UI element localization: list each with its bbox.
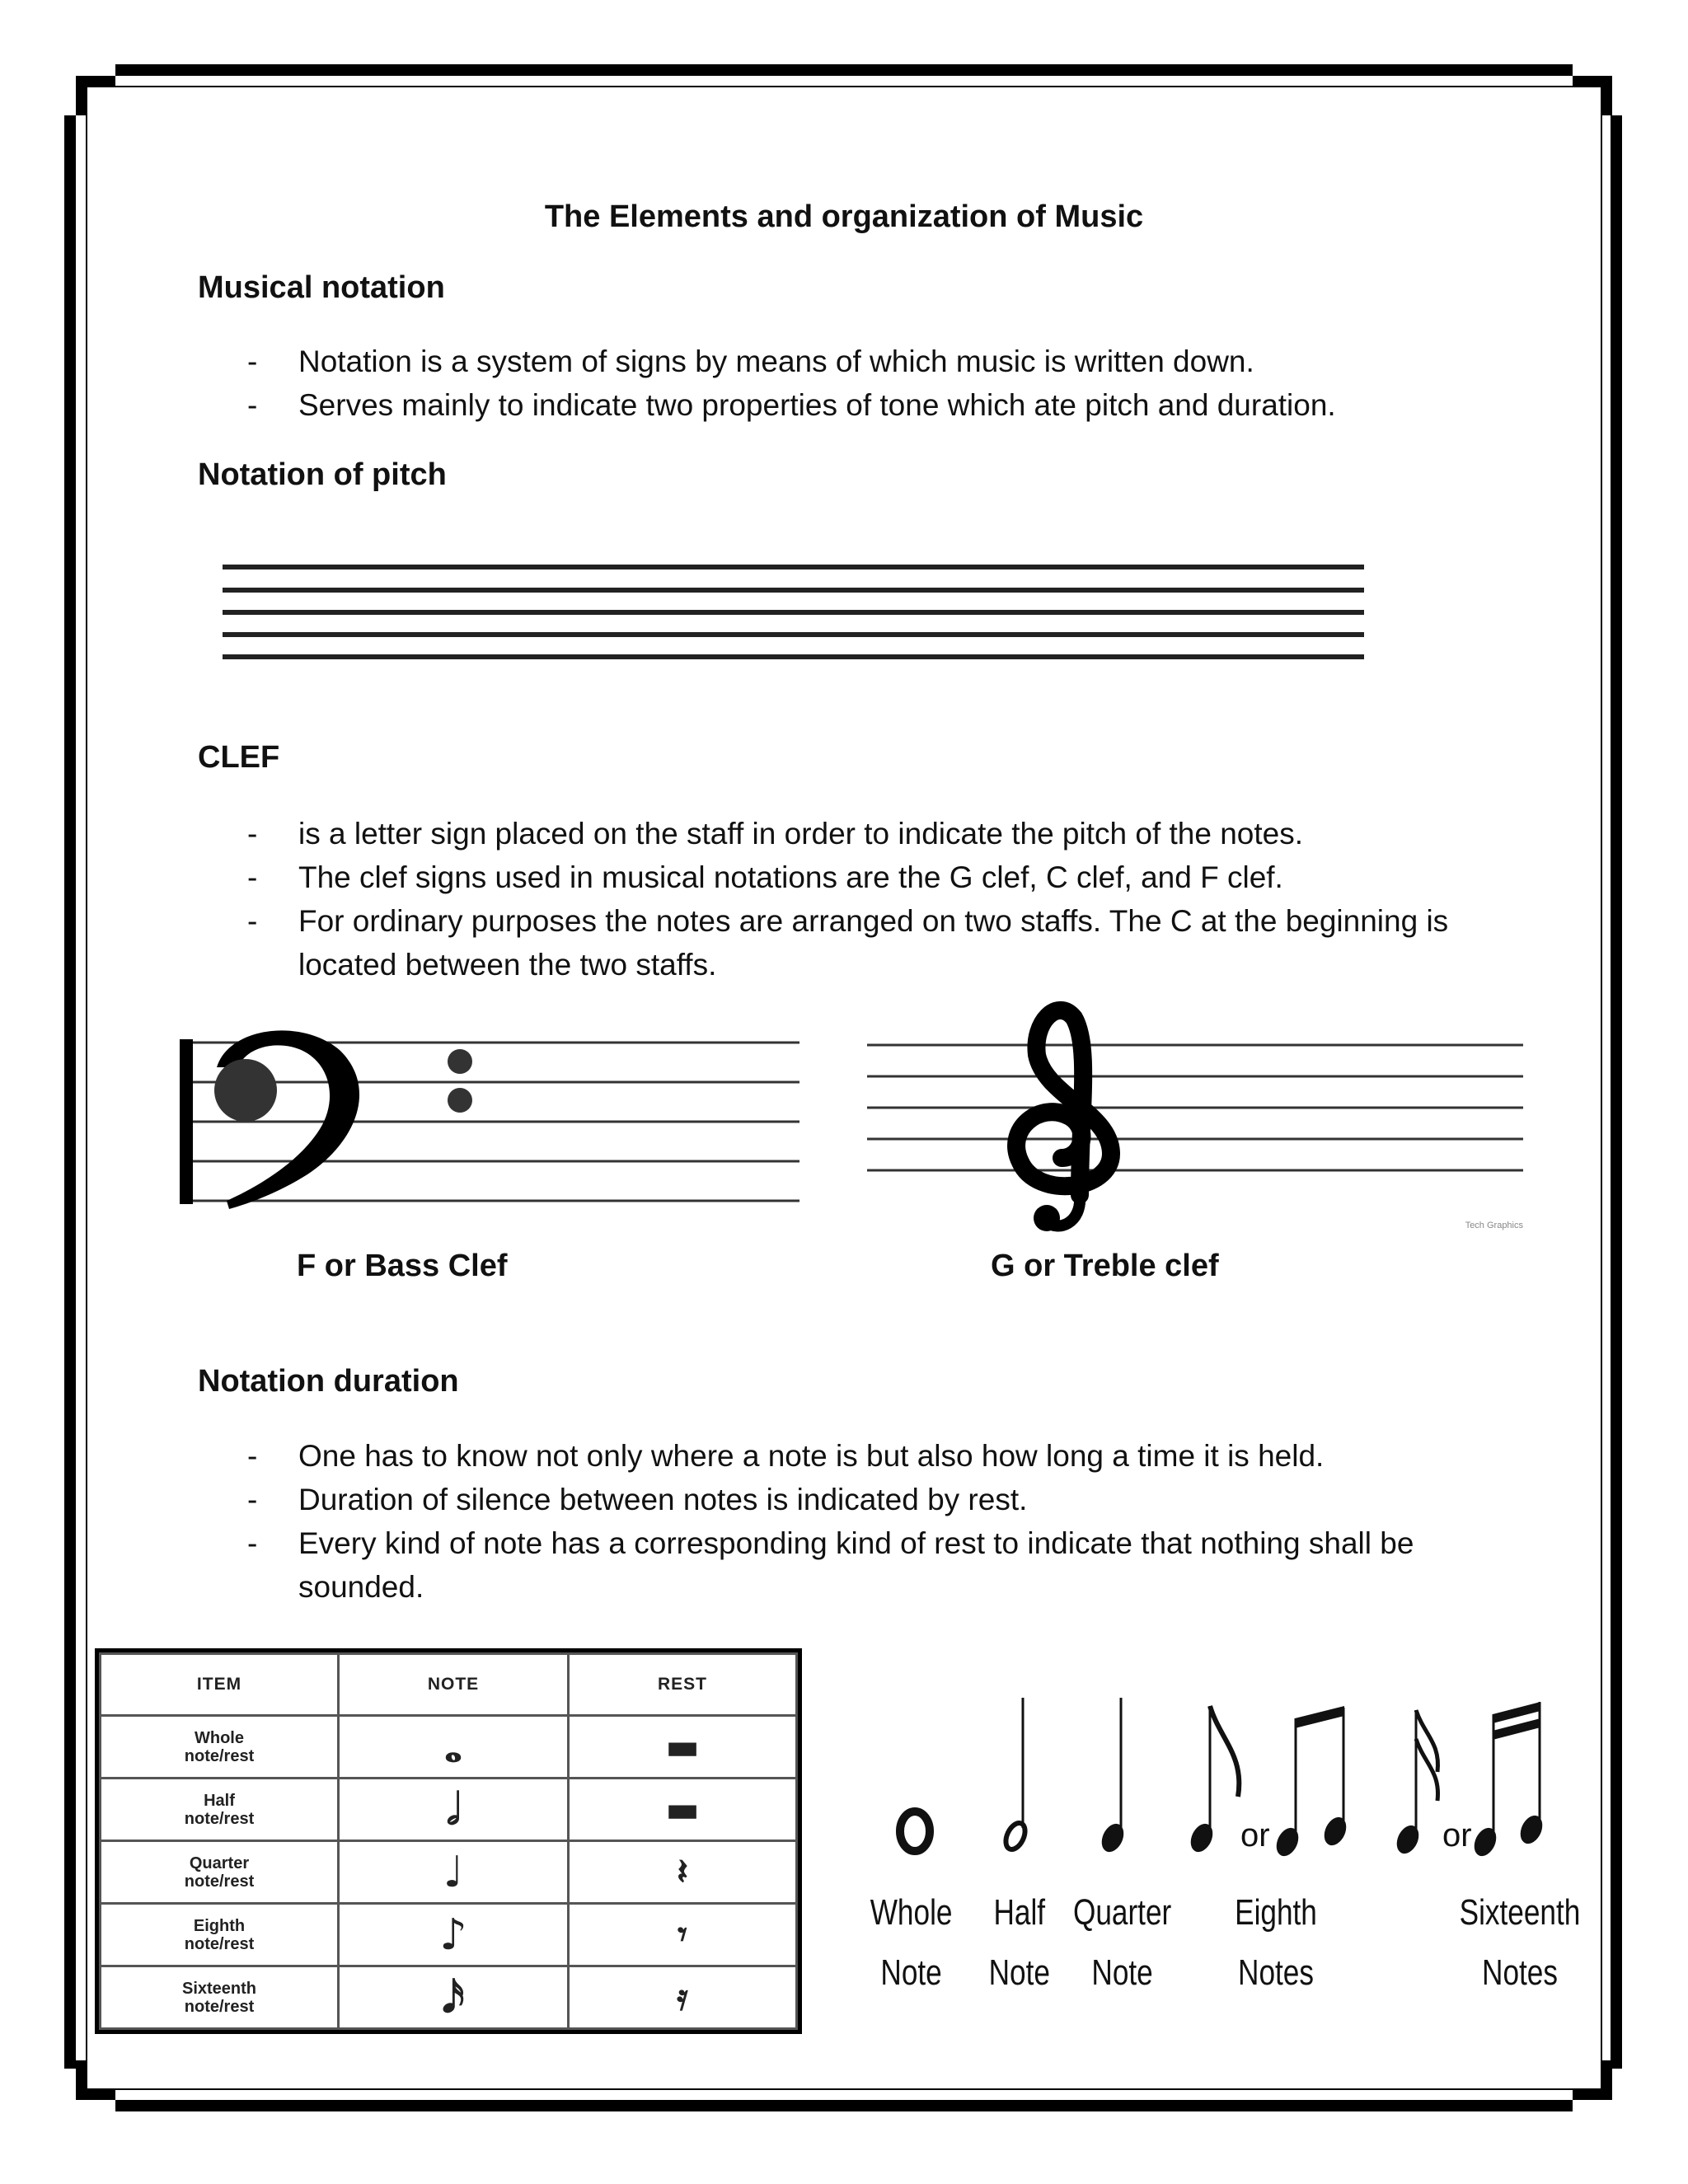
border-left	[64, 115, 76, 2069]
list-item	[247, 855, 1533, 899]
sixteenth-note-icon	[1393, 1710, 1438, 1857]
bullet-text: One has to know not only where a note is but also how long a time it is held.	[298, 1439, 1325, 1473]
bullet-dash: -	[247, 1526, 258, 1560]
bullet-dash: -	[247, 817, 258, 851]
heading-notation-duration: Notation duration	[198, 1364, 459, 1399]
bullet-text: For ordinary purposes the notes are arranged on two staffs. The C at the beginning is located between the two staffs.	[298, 904, 1449, 982]
note-label: Note	[880, 1952, 942, 1993]
bullet-dash: -	[247, 860, 258, 894]
item-cell: Half note/rest	[101, 1779, 339, 1841]
bullet-text: Every kind of note has a corresponding kind of rest to indicate that nothing shall be sounded.	[298, 1526, 1414, 1604]
item-cell: Eighth note/rest	[101, 1904, 339, 1966]
clef-list	[247, 812, 1533, 987]
corner-tl-v	[76, 76, 87, 115]
note-label: Notes	[1482, 1952, 1558, 1993]
treble-clef-illustration	[864, 997, 1531, 1236]
quarter-rest-icon: 𝄽	[569, 1841, 797, 1904]
note-label: Note	[1091, 1952, 1153, 1993]
border-top	[115, 64, 1573, 76]
half-note-icon: 𝅗𝅥	[339, 1779, 569, 1841]
bullet-dash: -	[247, 1483, 258, 1516]
bullet-text: The clef signs used in musical notations are the G clef, C clef, and F clef.	[298, 860, 1283, 894]
item-cell: Whole note/rest	[101, 1716, 339, 1779]
treble-clef-dot	[1034, 1205, 1060, 1231]
bass-clef-dot	[448, 1088, 472, 1113]
note-label: Eighth	[1235, 1892, 1317, 1933]
bass-clef-caption: F or Bass Clef	[297, 1249, 508, 1283]
bullet-dash: -	[247, 1439, 258, 1473]
bass-clef-dot	[448, 1049, 472, 1074]
or-label: or	[1442, 1817, 1472, 1854]
header-note: NOTE	[339, 1654, 569, 1716]
sixteenth-note-icon: 𝅘𝅥𝅯	[339, 1966, 569, 2029]
quarter-note-icon: ♩	[339, 1841, 569, 1904]
heading-clef: CLEF	[198, 740, 280, 775]
table-row	[101, 1716, 797, 1779]
border-bottom	[115, 2100, 1573, 2111]
treble-clef-icon	[1016, 1010, 1111, 1226]
whole-note-icon: 𝅝	[339, 1716, 569, 1779]
half-rest-icon: ▬	[569, 1779, 797, 1841]
beamed-sixteenth-notes-icon	[1470, 1702, 1547, 1859]
note-label: Whole	[870, 1892, 953, 1933]
note-label: Sixteenth	[1459, 1892, 1581, 1933]
beamed-eighth-notes-icon	[1273, 1706, 1351, 1859]
note-values-illustration	[857, 1673, 1581, 2019]
corner-bl-v	[76, 2060, 87, 2100]
item-cell: Quarter note/rest	[101, 1841, 339, 1904]
table-row	[101, 1904, 797, 1966]
bullet-dash: -	[247, 904, 258, 938]
list-item	[247, 340, 1533, 383]
corner-tr-v	[1601, 76, 1612, 115]
item-cell: Sixteenth note/rest	[101, 1966, 339, 2029]
sixteenth-rest-icon: 𝄿	[569, 1966, 797, 2029]
bullet-text: is a letter sign placed on the staff in order to indicate the pitch of the notes.	[298, 817, 1304, 851]
bullet-dash: -	[247, 388, 258, 422]
staff-diagram	[223, 560, 1368, 668]
staff-barline	[180, 1039, 193, 1204]
heading-musical-notation: Musical notation	[198, 270, 445, 305]
eighth-note-icon	[1187, 1706, 1240, 1855]
half-note-icon	[1002, 1698, 1029, 1853]
note-label: Notes	[1238, 1952, 1314, 1993]
corner-br-v	[1601, 2060, 1612, 2100]
list-item	[247, 383, 1533, 427]
note-label: Quarter	[1072, 1892, 1172, 1933]
quarter-note-icon	[1098, 1698, 1128, 1855]
table-row	[101, 1966, 797, 2029]
bullet-dash: -	[247, 344, 258, 378]
bullet-text: Serves mainly to indicate two properties of tone which ate pitch and duration.	[298, 388, 1336, 422]
bullet-text: Notation is a system of signs by means of which music is written down.	[298, 344, 1254, 378]
note-label: Note	[988, 1952, 1050, 1993]
list-item	[247, 1478, 1533, 1521]
heading-notation-of-pitch: Notation of pitch	[198, 457, 447, 492]
table-row	[101, 1841, 797, 1904]
table-header-row	[101, 1654, 797, 1716]
whole-note-icon	[900, 1811, 930, 1851]
table-row	[101, 1779, 797, 1841]
list-item	[247, 1521, 1510, 1609]
musical-notation-list	[247, 340, 1533, 427]
header-item: ITEM	[101, 1654, 339, 1716]
list-item	[247, 899, 1452, 987]
whole-rest-icon: ▬	[569, 1716, 797, 1779]
bass-clef-dot	[214, 1059, 277, 1122]
bass-clef-illustration	[180, 1018, 806, 1216]
or-label: or	[1240, 1817, 1270, 1854]
note-label: Half	[993, 1892, 1046, 1933]
treble-clef-caption: G or Treble clef	[991, 1249, 1219, 1283]
treble-credit: Tech Graphics	[1465, 1221, 1523, 1230]
note-rest-table	[95, 1648, 802, 2034]
page-title: The Elements and organization of Music	[544, 199, 1144, 234]
eighth-rest-icon: 𝄾	[569, 1904, 797, 1966]
list-item	[247, 812, 1533, 855]
eighth-note-icon: ♪	[339, 1904, 569, 1966]
border-right	[1611, 115, 1622, 2069]
bullet-text: Duration of silence between notes is indicated by rest.	[298, 1483, 1028, 1516]
header-rest: REST	[569, 1654, 797, 1716]
notation-duration-list	[247, 1434, 1533, 1609]
list-item	[247, 1434, 1533, 1478]
